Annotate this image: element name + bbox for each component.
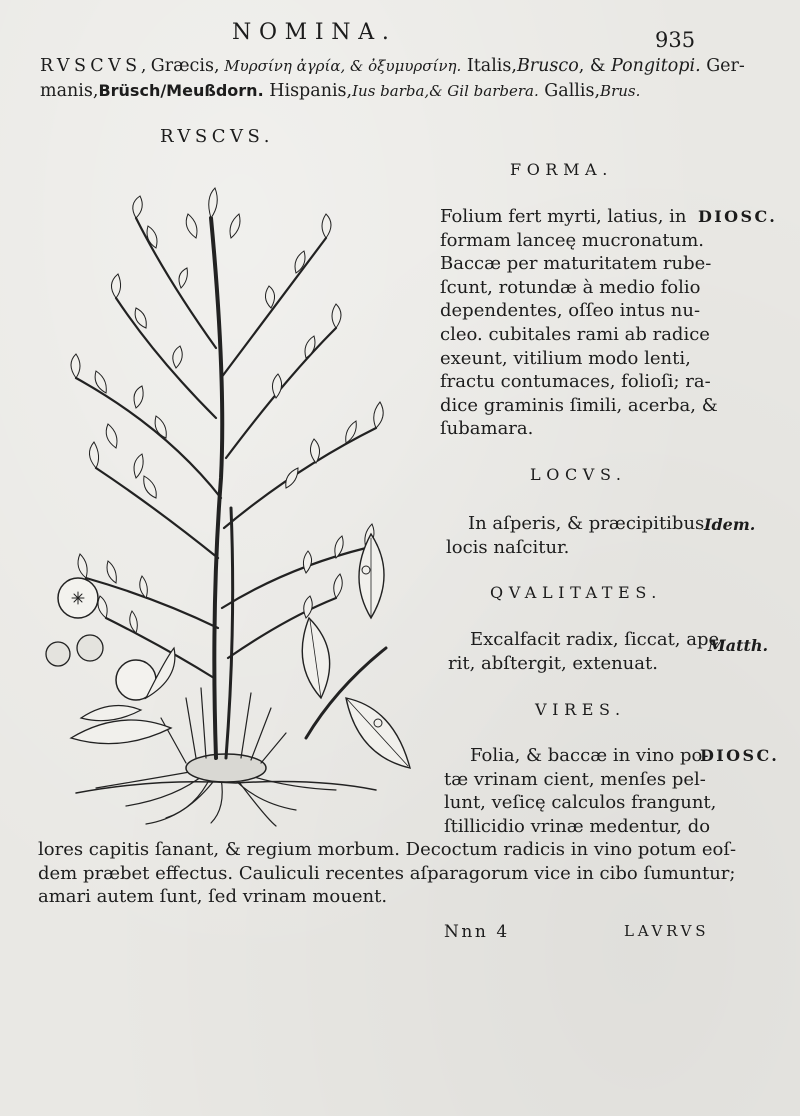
forma-line: dice graminis ſimili, acerba, &: [440, 394, 718, 416]
forma-line: ſubamara.: [440, 418, 534, 440]
names-line-1: [40, 56, 745, 76]
forma-line: dependentes, oſſeo intus nu-: [440, 300, 701, 322]
name-span: Ger-: [700, 56, 745, 76]
name-span: Gallis,: [538, 81, 601, 101]
name-span: Ius barba,& Gil barbera.: [352, 82, 539, 100]
forma-line: Folium fert myrti, latius, in: [440, 206, 687, 227]
forma-line: exeunt, vitilium modo lenti,: [440, 347, 691, 369]
vires-paragraph: [444, 744, 716, 838]
section-heading-forma: FORMA.: [510, 160, 613, 179]
vires-line: tæ vrinam cient, menſes pel-: [444, 768, 706, 790]
vires-line: ſtillicidio vrinæ medentur, do: [444, 815, 711, 837]
vires-continuation: [38, 838, 736, 909]
name-span: Brüsch/Meußdorn.: [98, 81, 264, 100]
page-number: 935: [655, 28, 696, 52]
name-span: Græcis,: [150, 56, 220, 76]
forma-line: cleo. cubitales rami ab radice: [440, 323, 710, 345]
vires-line: lunt, veſicę calculos frangunt,: [444, 792, 717, 814]
name-span: Brus.: [600, 82, 641, 100]
name-span: Brusco: [516, 56, 579, 76]
forma-line: fractu contumaces, folioſi; ra-: [440, 371, 711, 393]
name-span: manis,: [40, 81, 99, 101]
section-heading-locus: LOCVS.: [530, 465, 627, 484]
plant-title: RVSCVS.: [160, 126, 274, 147]
continuation-line: dem præbet effectus. Cauliculi recentes aſparagorum vice in cibo ſumuntur;: [38, 862, 736, 884]
margin-note-qualitates: Matth.: [708, 636, 769, 655]
forma-line: formam lanceę mucronatum.: [440, 229, 705, 251]
vires-line: Folia, & baccæ in vino po-: [470, 745, 709, 766]
section-heading-qualitates: QVALITATES.: [490, 583, 662, 602]
qualitates-line: Excalfacit radix, ſiccat, ape-: [470, 629, 726, 650]
continuation-line: lores capitis ſanant, & regium morbum. Decoctum radicis in vino potum eoſ-: [38, 839, 737, 860]
signature-mark: Nnn 4: [444, 922, 510, 942]
forma-line: ſcunt, rotundæ à medio folio: [440, 276, 701, 298]
running-head: NOMINA.: [232, 20, 397, 45]
forma-paragraph: [440, 205, 718, 441]
catchword: LAVRVS: [624, 922, 710, 940]
locus-paragraph: [446, 512, 704, 559]
name-span: RVSCVS,: [40, 56, 151, 76]
plant-woodcut-illustration: [36, 178, 416, 828]
qualitates-paragraph: [448, 628, 726, 675]
name-span: Μυρσίνη ἀγρία, & ὀξυμυρσίνη.: [219, 57, 462, 75]
name-span: Italis,: [461, 56, 517, 76]
name-span: Hispanis,: [263, 81, 353, 101]
locus-line: locis naſcitur.: [446, 536, 570, 558]
forma-line: Baccæ per maturitatem rube-: [440, 253, 712, 275]
continuation-line: amari autem ſunt, ſed vrinam mouent.: [38, 886, 388, 908]
margin-note-vires: DIOSC.: [700, 746, 780, 765]
qualitates-line: rit, abſtergit, extenuat.: [448, 652, 658, 674]
locus-line: In aſperis, & præcipitibus: [468, 513, 705, 534]
name-span: , &: [578, 56, 612, 76]
name-span: Pongitopi.: [611, 56, 701, 76]
section-heading-vires: VIRES.: [535, 700, 626, 719]
margin-note-locus: Idem.: [704, 515, 756, 534]
margin-note-forma: DIOSC.: [698, 207, 778, 226]
names-line-2: [40, 81, 640, 101]
